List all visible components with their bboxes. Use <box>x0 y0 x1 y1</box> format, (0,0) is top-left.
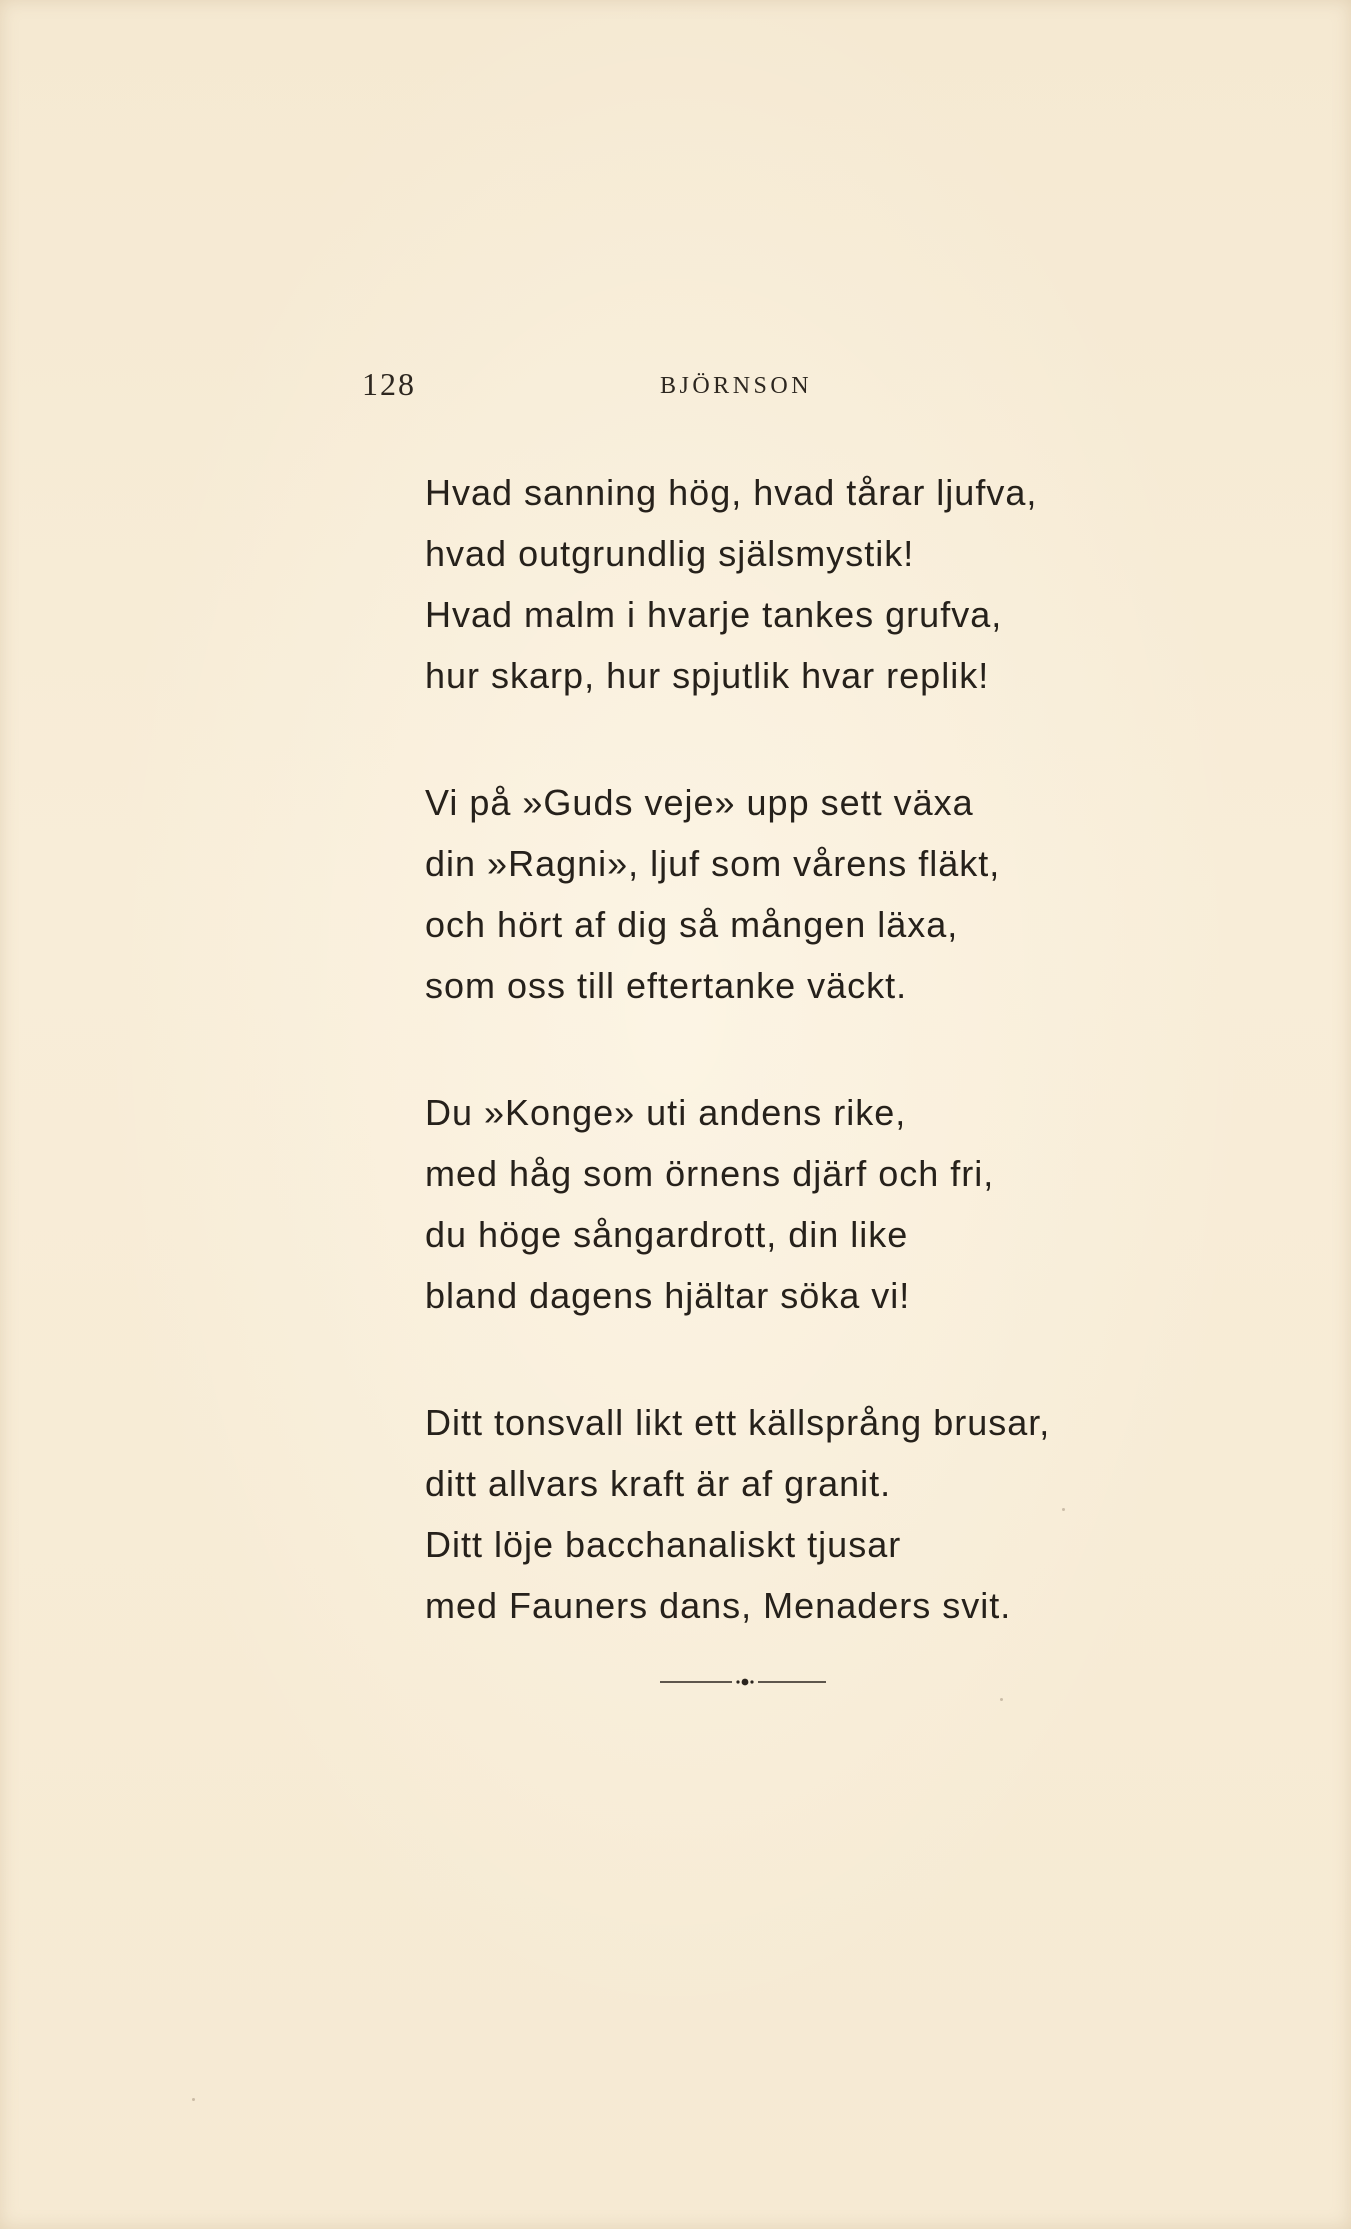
poem <box>425 462 1125 1702</box>
stanza-4 <box>425 1392 1125 1636</box>
stanza-1 <box>425 462 1125 706</box>
poem-line: bland dagens hjältar söka vi! <box>425 1275 911 1316</box>
running-head-title: BJÖRNSON <box>660 373 813 399</box>
poem-line: ditt allvars kraft är af granit. <box>425 1463 892 1504</box>
poem-line: med Fauners dans, Menaders svit. <box>425 1585 1012 1626</box>
poem-line: Ditt tonsvall likt ett källsprång brusar, <box>425 1402 1051 1443</box>
poem-line: Vi på »Guds veje» upp sett växa <box>425 782 974 823</box>
poem-line: som oss till eftertanke väckt. <box>425 965 908 1006</box>
end-ornament-icon <box>658 1676 828 1688</box>
paper-speck <box>1062 1508 1065 1511</box>
poem-line: Hvad sanning hög, hvad tårar ljufva, <box>425 472 1038 513</box>
poem-line: du höge sångardrott, din like <box>425 1214 909 1255</box>
page-number: 128 <box>362 366 416 402</box>
poem-line: hvad outgrundlig själsmystik! <box>425 533 915 574</box>
poem-line: hur skarp, hur spjutlik hvar replik! <box>425 655 990 696</box>
poem-line: med håg som örnens djärf och fri, <box>425 1153 995 1194</box>
running-head <box>362 366 832 406</box>
paper-speck <box>1000 1698 1003 1701</box>
stanza-3 <box>425 1082 1125 1326</box>
poem-line: Ditt löje bacchanaliskt tjusar <box>425 1524 902 1565</box>
poem-line: din »Ragni», ljuf som vårens fläkt, <box>425 843 1001 884</box>
poem-line: Du »Konge» uti andens rike, <box>425 1092 907 1133</box>
poem-line: och hört af dig så mången läxa, <box>425 904 959 945</box>
paper-speck <box>192 2098 195 2101</box>
poem-line: Hvad malm i hvarje tankes grufva, <box>425 594 1003 635</box>
stanza-2 <box>425 772 1125 1016</box>
